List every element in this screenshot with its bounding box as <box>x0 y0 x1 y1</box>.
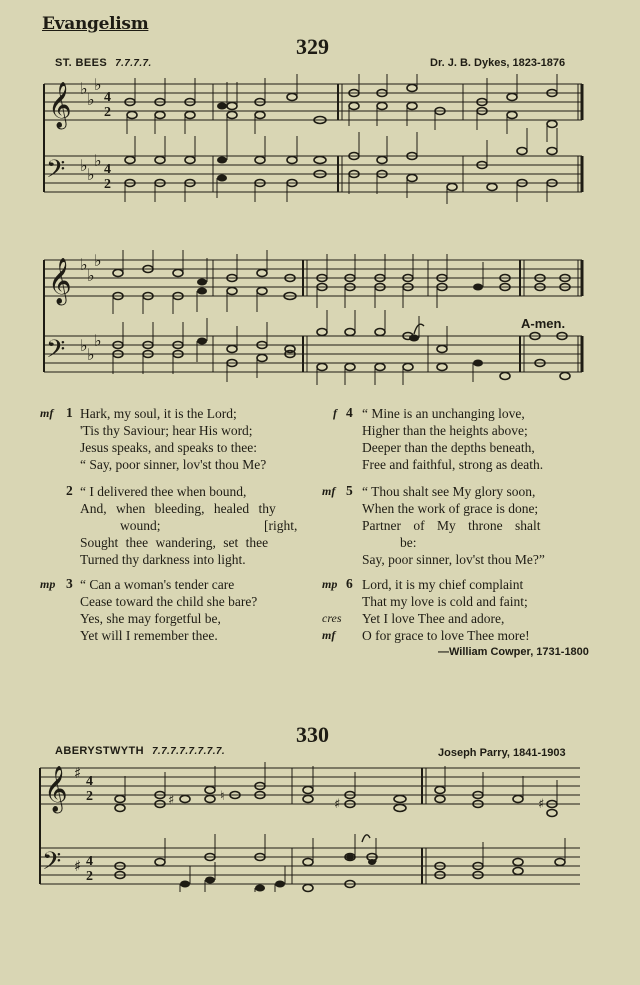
verse-line: “ I delivered thee when bound, <box>80 484 247 499</box>
dynamic-mark-4: f <box>333 406 337 420</box>
verse-line <box>80 517 302 534</box>
verse-line: O for grace to love Thee more! <box>362 628 530 643</box>
svg-text:♯: ♯ <box>74 764 82 782</box>
dynamic-mark-cres: cres <box>322 611 342 625</box>
svg-text:2: 2 <box>86 789 93 804</box>
composer-329: Dr. J. B. Dykes, 1823-1876 <box>430 57 566 69</box>
svg-text:♭: ♭ <box>94 151 102 170</box>
svg-text:♯: ♯ <box>74 857 82 875</box>
svg-text:♯: ♯ <box>538 797 545 812</box>
verse-number-4: 4 <box>346 405 353 420</box>
tune-title: ABERYSTWYTH <box>55 745 144 757</box>
music-score-329-line1 <box>0 74 640 204</box>
verse-line: Free and faithful, strong as death. <box>362 457 544 472</box>
svg-text:♭: ♭ <box>87 345 95 364</box>
verse-line: Yet I love Thee and adore, <box>362 611 505 626</box>
verse-line: That my love is cold and faint; <box>362 594 528 609</box>
svg-text:♭: ♭ <box>87 90 95 109</box>
verse-4 <box>362 405 543 473</box>
composer-330: Joseph Parry, 1841-1903 <box>438 747 566 759</box>
verse-line: “ Say, poor sinner, lov'st thou Me? <box>80 457 267 472</box>
section-title: Evangelism <box>42 14 149 34</box>
svg-text:♭: ♭ <box>94 75 102 94</box>
svg-text:𝄢: 𝄢 <box>46 155 66 190</box>
tune-meter: 7.7.7.7. <box>115 58 152 69</box>
svg-text:♯: ♯ <box>334 797 341 812</box>
tune-name-330 <box>55 745 225 757</box>
verse-number-5: 5 <box>346 483 353 498</box>
verse-number-3: 3 <box>66 576 73 591</box>
svg-text:4: 4 <box>104 162 111 177</box>
dynamic-mark-1: mf <box>40 406 54 420</box>
verse-line: be: <box>400 535 417 550</box>
svg-text:4: 4 <box>86 774 93 789</box>
verse-line: Deeper than the depths beneath, <box>362 440 535 455</box>
verse-line: Yet will I remember thee. <box>80 628 218 643</box>
verse-line: “ Thou shalt see My glory soon, <box>362 484 536 499</box>
svg-text:♭: ♭ <box>87 165 95 184</box>
svg-text:♭: ♭ <box>80 156 88 175</box>
verse-1 <box>80 405 266 473</box>
hymn-number-330: 330 <box>296 722 329 747</box>
verse-line-turnover: [right, <box>264 518 298 533</box>
verse-line: Turned thy darkness into light. <box>80 552 246 567</box>
svg-text:♭: ♭ <box>94 331 102 350</box>
verse-line-continuation: wound; <box>120 518 161 533</box>
lyricist-credit: —William Cowper, 1731-1800 <box>438 646 589 658</box>
verse-line: And, when bleeding, healed thy <box>80 501 276 516</box>
verse-2 <box>80 483 302 568</box>
svg-text:𝄞: 𝄞 <box>48 82 72 128</box>
dynamic-mark-5: mf <box>322 484 336 498</box>
verse-line: “ Mine is an unchanging love, <box>362 406 525 421</box>
verse-line: When the work of grace is done; <box>362 501 539 516</box>
verse-number-6: 6 <box>346 576 353 591</box>
amen-label: A-men. <box>521 316 566 331</box>
verse-line: 'Tis thy Saviour; hear His word; <box>80 423 253 438</box>
svg-text:𝄢: 𝄢 <box>42 847 62 882</box>
verse-3 <box>80 576 257 644</box>
dynamic-mark-6: mp <box>322 577 338 591</box>
music-score-330-line1 <box>0 758 640 893</box>
tune-title: ST. BEES <box>55 57 108 69</box>
verse-line: Say, poor sinner, lov'st thou Me?” <box>362 552 545 567</box>
verse-line: Jesus speaks, and speaks to thee: <box>80 440 257 455</box>
verse-line: Yes, she may forgetful be, <box>80 611 221 626</box>
svg-text:♮: ♮ <box>220 789 225 804</box>
svg-text:♭: ♭ <box>80 255 88 274</box>
svg-text:♭: ♭ <box>94 251 102 270</box>
svg-text:2: 2 <box>104 177 111 192</box>
verse-number-1: 1 <box>66 405 73 420</box>
svg-text:𝄞: 𝄞 <box>44 766 68 812</box>
verse-line: Higher than the heights above; <box>362 423 528 438</box>
svg-text:♭: ♭ <box>87 266 95 285</box>
dynamic-mark-mf: mf <box>322 628 336 642</box>
verse-line: Cease toward the child she bare? <box>80 594 258 609</box>
verse-number-2: 2 <box>66 483 73 498</box>
verse-line: “ Can a woman's tender care <box>80 577 235 592</box>
verse-line: Sought thee wandering, set thee <box>80 535 269 550</box>
hymn-number-329: 329 <box>296 34 329 59</box>
svg-text:2: 2 <box>86 869 93 884</box>
svg-text:𝄢: 𝄢 <box>46 335 66 370</box>
tune-name-329 <box>55 57 152 69</box>
verse-line: Lord, it is my chief complaint <box>362 577 524 592</box>
svg-text:4: 4 <box>104 90 111 105</box>
svg-text:♭: ♭ <box>80 79 88 98</box>
svg-text:♭: ♭ <box>80 336 88 355</box>
svg-text:𝄞: 𝄞 <box>48 258 72 304</box>
svg-text:4: 4 <box>86 854 93 869</box>
verse-line: Hark, my soul, it is the Lord; <box>80 406 237 421</box>
verse-5 <box>362 483 545 568</box>
svg-text:♯: ♯ <box>168 793 175 808</box>
svg-text:2: 2 <box>104 105 111 120</box>
dynamic-mark-3: mp <box>40 577 56 591</box>
verse-6 <box>362 576 530 644</box>
verse-line: Partner of My throne shalt <box>362 518 541 533</box>
tune-meter: 7.7.7.7.7.7.7.7. <box>151 746 226 757</box>
